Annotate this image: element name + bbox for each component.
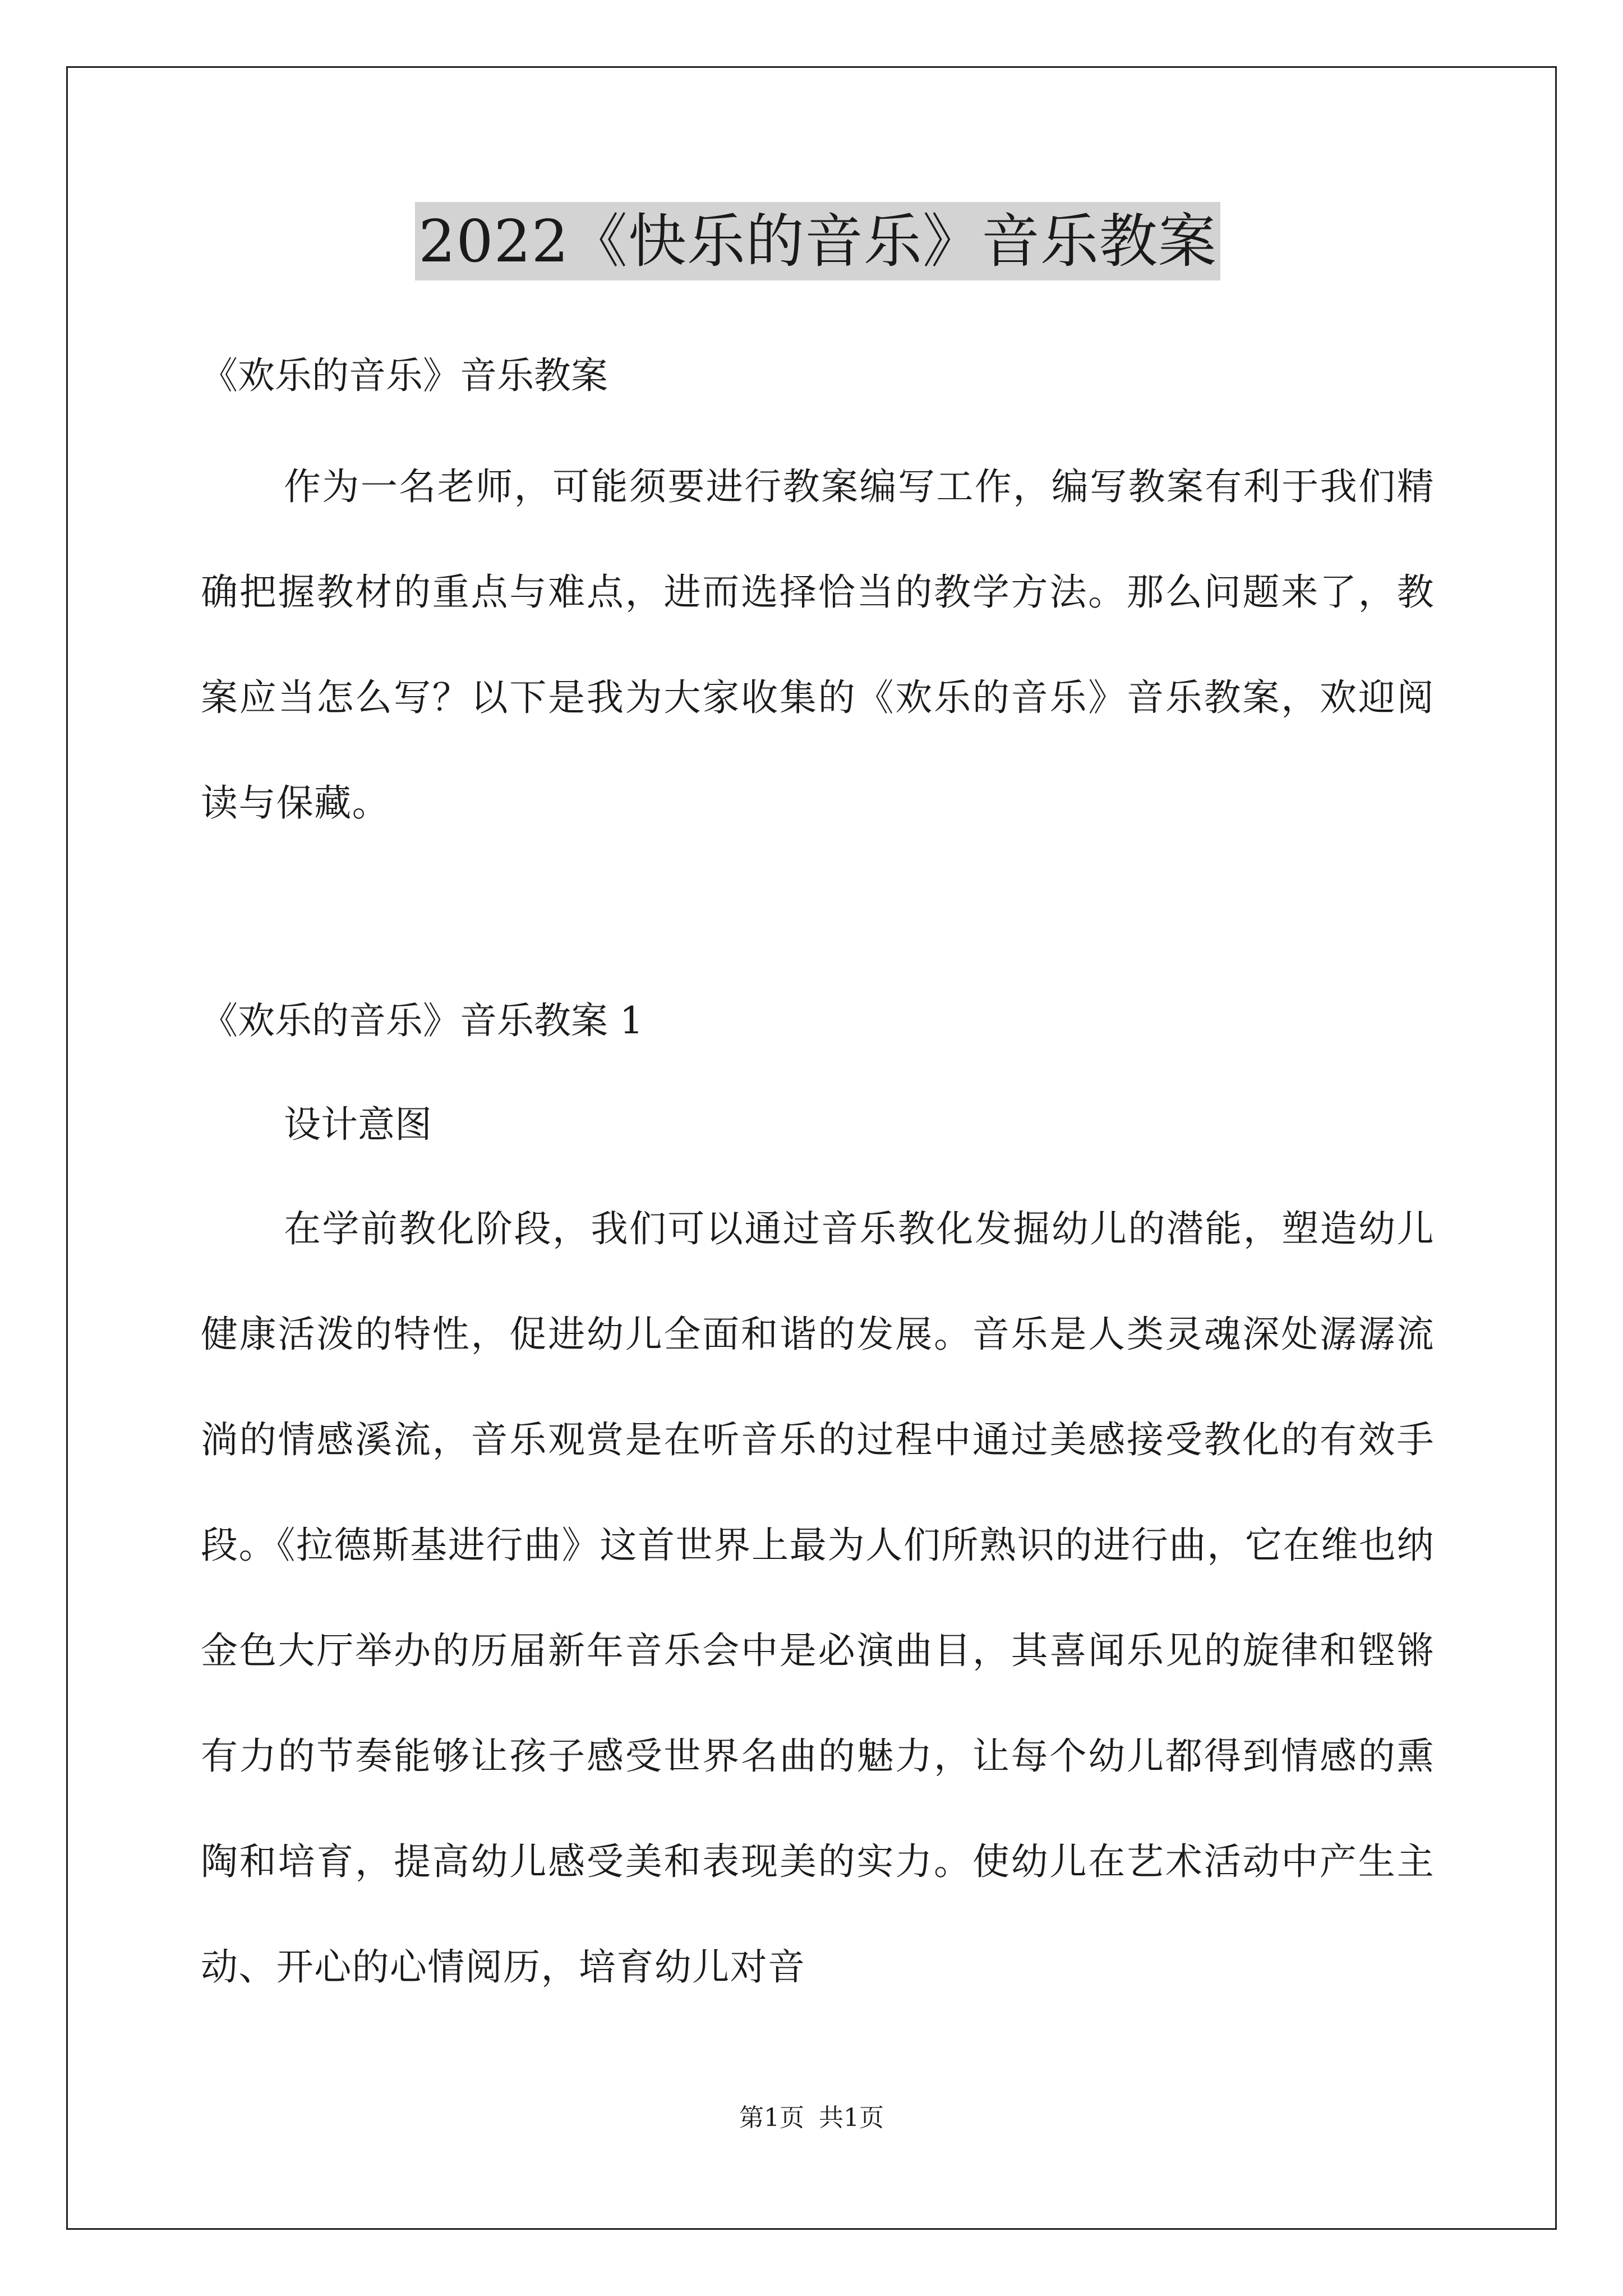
body-paragraph: 在学前教化阶段，我们可以通过音乐教化发掘幼儿的潜能，塑造幼儿健康活泼的特性，促进幼儿全面和谐的发展。音乐是人类灵魂深处潺潺流淌的情感溪流，音乐观赏是在听音乐的过程中通过美感接受教化的有效手段。《拉德斯基进行曲》这首世界上最为人们所熟识的进行曲，它在维也纳金色大厅举办的历届新年音乐会中是必演曲目，其喜闻乐见的旋律和铿锵有力的节奏能够让孩子感受世界名曲的魅力，让每个幼儿都得到情感的熏陶和培育，提高幼儿感受美和表现美的实力。使幼儿在艺术活动中产生主动、开心的心情阅历，培育幼儿对音: [201, 1207, 1435, 1989]
document-title: 2022《快乐的音乐》音乐教案: [415, 202, 1220, 280]
intro-paragraph: 作为一名老师，可能须要进行教案编写工作，编写教案有利于我们精确把握教材的重点与难点，进而选择恰当的教学方法。那么问题来了，教案应当怎么写？以下是我为大家收集的《欢乐的音乐》音乐教案，欢迎阅读与保藏。: [201, 465, 1435, 825]
page-number: 第1页: [739, 2104, 804, 2132]
subheading-design-intent: 设计意图: [284, 1103, 432, 1146]
page-footer: [0, 2101, 1623, 2135]
title-container: [201, 202, 1435, 280]
page-total: 共1页: [819, 2104, 884, 2132]
section-heading: 《欢乐的音乐》音乐教案 1: [201, 999, 643, 1042]
intro-heading: 《欢乐的音乐》音乐教案: [201, 354, 608, 397]
